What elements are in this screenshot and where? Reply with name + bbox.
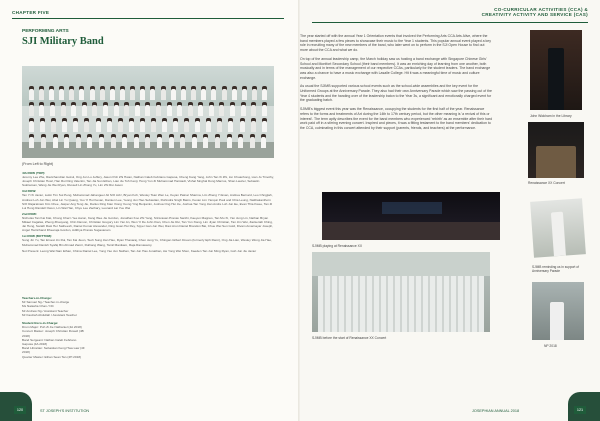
band-member-figure [69,86,74,100]
band-member-figure [100,86,105,100]
photo-row-2 [26,118,270,132]
footer-text: JOSEPHIAN ANNUAL 2018 [472,409,520,413]
band-member-figure [242,86,247,100]
teacher-item: Mr Samuel Ng / Teacher-in-charge [22,300,70,305]
band-member-figure [262,102,267,116]
band-member-figure [92,102,97,116]
band-member-figure [111,134,116,148]
footer-text: ST JOSEPH'S INSTITUTION [40,409,90,413]
band-member-figure [135,102,140,116]
band-member-figure [157,134,162,148]
section-label: PERFORMING ARTS [22,29,69,34]
concert-photo [528,122,584,178]
band-member-figure [122,134,127,148]
band-member-photo [530,30,582,110]
band-member-figure [238,134,243,148]
band-group-photo [22,66,274,158]
band-member-figure [228,118,233,132]
page-number: 120 [14,406,26,414]
band-member-figure [162,118,167,132]
page-number: 121 [574,406,586,414]
band-member-figure [161,86,166,100]
band-member-figure [73,118,78,132]
band-member-figure [120,86,125,100]
band-member-figure [222,86,227,100]
band-member-figure [177,102,182,116]
band-member-figure [140,86,145,100]
band-member-figure [209,102,214,116]
band-member-figure [134,134,139,148]
name-row: Not Present: Leong Wai Nam Ethan, Chima Daniel Lee, Yong Yao Jun Nathan, Tan Jun Hao Jonathan, Aw Yong Wei Shen, Kaeden Tan Jun Ming Ryan, Goh Jun Jie Javier [22,248,257,253]
band-member-figure [241,102,246,116]
band-member-figure [169,134,174,148]
band-member-figure [53,134,58,148]
band-member-figure [110,86,115,100]
photo-row-1 [26,134,270,148]
photo-caption: SJIMB playing at Renaissance XX [312,244,363,248]
photo-caption: Renaissance XX Concert [528,181,565,185]
band-member-figure [99,134,104,148]
band-member-figure [181,86,186,100]
band-member-figure [206,118,211,132]
band-member-figure [103,102,108,116]
band-member-figure [251,102,256,116]
band-member-figure [173,118,178,132]
band-member-figure [262,86,267,100]
photo-row-3 [26,102,270,116]
photo-row-4 [26,86,270,100]
band-member-figure [76,134,81,148]
band-member-figure [171,86,176,100]
band-member-figure [217,118,222,132]
band-member-figure [39,102,44,116]
leader-item: Drum Major: Poh Zi Jie Nathaniel (4A 2018) [22,325,82,330]
band-member-figure [29,134,34,148]
band-member-figure [251,118,256,132]
band-member-figure [39,86,44,100]
band-member-figure [124,102,129,116]
leader-item: Quarter Master: Ethan Sean Tan (4H 2018) [22,354,82,359]
band-member-figure [107,118,112,132]
leader-item: Band Librarian: Sebastian Keng Hwa Law (4F 2018) [22,346,85,355]
teachers-box [22,296,88,359]
band-member-figure [150,86,155,100]
name-rows [22,171,274,253]
band-member-figure [262,118,267,132]
anniversary-parade-photo [530,198,586,257]
name-row: 3rd ROW: Tan Yi Xi Javier, Lukin Tim Sui Peng, Muhammad Jahangeer Ali S/O Aziz, Bryan Koh, Wesley Tsan Wen Le, Keyan Patnar Sharma, Lim Zheng Yi Evan, Andrea Bernard, Leo Chngjiah, Andrew Loh Jun Wei, Abel Lin Yu Quang, Yeo Yi Hui Kevan, Damien Lee, Yeong Jun Hao Sebastian, Rohindra Singh Bains, Kevan Lim Yanqun Paul and Chia Leung, Natthakanthorn S/O Rajaratnam Kim Chee, Jasper Ang Teng Jie, Darius Ding Kian Xiong Yeong Ying Benjamin, Joshua Ong Hui Jie, Joshua Tan Yong Jian Andre Loh Jun Ee, Evan Thia Kwee, Tan Zi Lui Hong Randell Owen, Lin Wai Han, Chye Lee Zachary, Leonard Lai Yue Wei [22,189,273,210]
band-member-figure [118,118,123,132]
leader-item: Concert Master: Joseph Christian Rowell (4B 2018) [22,329,84,338]
band-member-figure [29,86,34,100]
band-member-figure [59,86,64,100]
teachers-heading: Teachers-in-Charge: [22,296,52,300]
band-member-figure [184,118,189,132]
name-row: 4th ROW (TOP): Jeremy Lee Zhe, Ravichandran Gokul, Ong Jun Lu Jeffery, Jason Poh Zhi Hwan, Nathan Caleb Febriano Gapusa, Cheng Kang Yang, John Tan Xi Zhi, Ion Chuanhong, Lian Jo Timothy, Joseph Christian Howl, Han Rui Ding Valentin, Tan Jia Sun Ethan, Lian Jie Toh Kenji, Hong Yun Zi Muhammad Harstadt, Vishal Singhal Dong Marcus, Shan Laurier, Sebastin Sukiraman, Wang Jie Wei Ryan, Russell Lin Zhong Yu, Lim Zhi Rui Jason [22,171,274,188]
photo-caption: (From Left to Right) [22,162,54,166]
band-member-figure [195,118,200,132]
photo-caption: NP 2018 [544,344,557,348]
band-member-figure [79,86,84,100]
group-photo-before-concert [312,252,490,332]
band-member-figure [156,102,161,116]
band-member-figure [41,134,46,148]
band-member-figure [227,134,232,148]
band-member-figure [230,102,235,116]
band-member-figure [64,134,69,148]
band-member-figure [29,118,34,132]
header-rule [312,22,588,23]
band-member-figure [40,118,45,132]
band-member-figure [62,118,67,132]
photo-caption: SJIMB before the start of Renaissance XX Concert [312,336,387,340]
band-member-figure [167,102,172,116]
cca-header: CO-CURRICULAR ACTIVITIES (CCA) & CREATIVITY ACTIVITY AND SERVICE (CAS) [481,7,588,17]
paragraph: As usual the SJIMB supported various school events such as the school-wide assemblies and the key event for the Uniformed Groups at the Anniversary Parade. They also had their own Anniversary Parade which saw the passing out of the Year 4 students and the handing over of the leadership baton to the Year 3s, a significant and emotionally charged event for the graduating batch. [300,84,492,103]
photo-caption: SJIMB reminding us in support of Anniversary Parade [532,265,579,273]
np-photo [532,282,584,340]
band-member-figure [82,102,87,116]
teacher-item: Mr Andrew Ng / Assistant Teacher [22,308,69,313]
band-member-figure [145,134,150,148]
band-member-figure [49,86,54,100]
band-member-figure [61,102,66,116]
name-row: 1st ROW (BOTTOM): Sung Jin Yu, Tan Ernest Jin Rui, Tan Kai Jieun, Teoh Sung Jian Hao, Ryan Thanaraj, Chen Jeng Yu, Chingan Gilbert Dream (formerly Eph Rami), Ong Jia Lian, Wesley Wong Jia Hao, Muhammad Danish Syafiq Bin Ahmad Zamri, Ruihang Wang, Tamil Manikam, Raja Ramasamy [22,234,272,247]
name-row: 2nd ROW: Nicholas Tan Kai Kiat, Chong Chern Yee Aaron, Kang Wee Jie Gordon, Jonathan Koo Zhi Yang, Srinivasan Pranav Santhi, Kaeyen Magnus, Tan Mu Xi, Yan Jung Lin, Nathan Bryan Mikael Cagalas, Zheng Zhaoyang, Chin Damon, Christian Gregory Lim Yan An, Wen Yi De John Kian, Chen Jie Rui, Tan Yun Xiang, Lim Jiyan Christian, Tan Jim Wei, Zackeriah Ching, Jai Hong, Sarath Rasi Her Satheesh, Daniel Kumar Alexander, Ding Guan Hui Rey, Spyer Gan Jun Wei, Ravi Arun Daniel Brandon Bai, Chue Wei Sen Gold, Divam Amarnayar Joseph, Angel Harrichand Dheeraja Gordon, Adithya Pranav Sugavanam [22,211,274,233]
band-member-figure [188,102,193,116]
renaissance-stage-photo [322,192,500,240]
paragraph: On top of the annual leadership camp, the March holiday saw us hosting a band exchange with Singapore Chinese Girls' School and Montfort Secondary School (their band members). It was an enriching day of learning from one another, both musically and in terms of the management of our respective CCAs, particularly for the student leaders. The band exchange was also a chance to have a music exchange with Lasalle College. Hit it was a meaningful time of music and culture exchange. [300,56,491,80]
band-member-figure [240,118,245,132]
teacher-item: Ms Natasha Chan / NC [22,304,54,309]
band-member-figure [252,86,257,100]
band-member-figure [129,118,134,132]
band-member-figure [130,86,135,100]
band-member-figure [201,86,206,100]
teacher-item: Mr Fauziah Abdullah / Assistant Teacher [22,312,77,317]
article-text [300,34,492,131]
photo-caption: John Wickham in the Library [530,114,572,118]
leader-item: Band Sergeant: Nathan Caleb Febriano Gapusa (4A 2018) [22,337,77,347]
leaders-heading: Student Exco-in-Charge: [22,321,59,326]
header-rule [12,18,284,19]
band-member-figure [84,118,89,132]
band-member-figure [180,134,185,148]
band-member-figure [90,86,95,100]
band-member-figure [145,102,150,116]
band-member-figure [191,86,196,100]
band-member-figure [232,86,237,100]
band-member-figure [96,118,101,132]
band-member-figure [50,102,55,116]
band-member-figure [250,134,255,148]
band-member-figure [198,102,203,116]
band-member-figure [211,86,216,100]
band-member-figure [51,118,56,132]
band-member-figure [29,102,34,116]
band-member-figure [203,134,208,148]
band-member-figure [71,102,76,116]
right-page [300,0,600,421]
paragraph: SJIMB's biggest event this year was the Renaissance, occupying the students for the first half of the year. Renaissance refers to the forms and treatments of Art during the 14th to 17th century period, but the other meaning is 'a revival of this or interest'. The term aptly describes the event for the band members who experienced 'rebirth' as an ensemble after their hard work paid off in a stirring evening concert. Inspired and pieces, it was a fitting testament to the band members' dedication to the CCA, culminating in this concert attended by their support (parents, friends, and teachers) at the performance. [300,107,493,130]
band-member-figure [261,134,266,148]
paragraph: The year started off with the annual Year 1 Orientation events that involved the Performing Arts CCA Arts Alive, where the band members played a few pieces to showcase their music to the Year 1 students. This popular annual event played a key role in recruiting many of the new members of the band, who later went on to perform in the SJI Open House to find out more about the CCA and what we do. [300,34,491,53]
band-member-figure [219,102,224,116]
band-member-figure [192,134,197,148]
band-member-figure [215,134,220,148]
chapter-label: CHAPTER FIVE [12,10,50,15]
band-member-figure [151,118,156,132]
page-title: SJI Military Band [22,36,104,47]
band-member-figure [87,134,92,148]
band-member-figure [114,102,119,116]
band-member-figure [140,118,145,132]
